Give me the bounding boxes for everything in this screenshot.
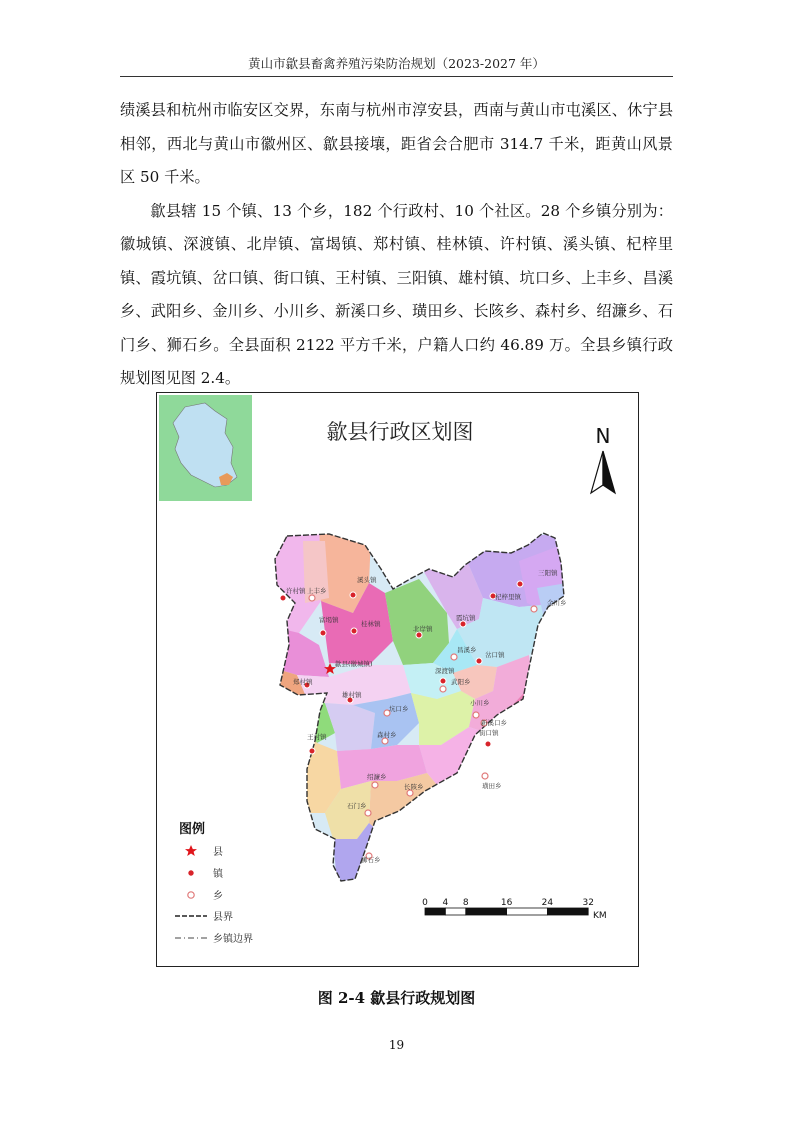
inset-locator-map bbox=[159, 395, 252, 501]
legend-town-icon bbox=[188, 870, 194, 876]
scale-segment bbox=[445, 908, 465, 915]
place-label: 雄村镇 bbox=[342, 691, 362, 699]
legend-town-label: 镇 bbox=[213, 869, 223, 880]
figure-caption: 图 2-4 歙县行政规划图 bbox=[317, 989, 476, 1007]
place-label: 武阳乡 bbox=[451, 678, 471, 686]
place-label: 长陔乡 bbox=[404, 783, 424, 791]
administrative-map bbox=[157, 393, 638, 966]
township-marker bbox=[473, 712, 479, 718]
scale-unit: KM bbox=[593, 911, 607, 921]
paragraph-1: 绩溪县和杭州市临安区交界，东南与杭州市淳安县，西南与黄山市屯溪区、休宁县相邻，西北与黄山市徽州区、歙县接壤，距省会合肥市 314.7 千米，距黄山风景区 50 千米。 bbox=[120, 101, 673, 186]
page-number: 19 bbox=[388, 1038, 405, 1052]
place-label: 新溪口乡 bbox=[481, 719, 507, 727]
administrative-map-figure bbox=[156, 392, 639, 967]
town-marker bbox=[476, 658, 482, 664]
scale-segment bbox=[547, 908, 588, 915]
map-title: 歙县行政区划图 bbox=[326, 420, 474, 444]
legend-county-label: 县 bbox=[213, 847, 223, 858]
page-header: 黄山市歙县畜禽养殖污染防治规划（2023-2027 年） bbox=[120, 54, 673, 77]
place-label: 璜田乡 bbox=[482, 782, 502, 790]
scale-tick-label: 32 bbox=[582, 898, 594, 908]
place-label: 狮石乡 bbox=[361, 856, 381, 864]
scale-tick-label: 0 bbox=[422, 898, 428, 908]
town-marker bbox=[320, 630, 326, 636]
paragraph-2: 歙县辖 15 个镇、13 个乡，182 个行政村、10 个社区。28 个乡镇分别为：徽城镇、深渡镇、北岸镇、富堨镇、郑村镇、桂林镇、许村镇、溪头镇、杞梓里镇、霞坑镇、岔口镇、街口镇、王村镇、三阳镇、雄村镇、坑口乡、上丰乡、昌溪乡、武阳乡、金川乡、小川乡、新溪口乡、璜田乡、长陔乡、森村乡、绍濂乡、石门乡、狮石乡。全县面积 2122 平方千米，户籍人口约 46.89 万。全县乡镇行政规划图见图 2.4。 bbox=[120, 201, 673, 387]
place-label: 街口镇 bbox=[479, 729, 499, 737]
scale-tick-label: 16 bbox=[500, 898, 513, 908]
place-label: 小川乡 bbox=[470, 699, 490, 707]
town-marker bbox=[440, 678, 446, 684]
place-label: 石门乡 bbox=[347, 802, 367, 810]
body-text bbox=[120, 94, 673, 396]
place-label: 许村镇 bbox=[286, 587, 306, 595]
scale-segment bbox=[466, 908, 507, 915]
township-marker bbox=[451, 654, 457, 660]
town-marker bbox=[485, 741, 491, 747]
township-marker bbox=[440, 686, 446, 692]
legend-township-label: 乡 bbox=[213, 891, 223, 902]
place-label: 郑村镇 bbox=[293, 678, 313, 686]
place-label: 北岸镇 bbox=[413, 625, 433, 633]
scale-tick-label: 4 bbox=[442, 898, 449, 908]
place-label: 王村镇 bbox=[307, 733, 327, 741]
place-label: 坑口乡 bbox=[389, 705, 409, 713]
place-label: 森村乡 bbox=[377, 731, 397, 739]
legend-star-icon bbox=[185, 845, 197, 856]
north-label: N bbox=[595, 424, 611, 448]
scale-segment bbox=[425, 908, 445, 915]
township-marker bbox=[372, 782, 378, 788]
legend-township-icon bbox=[188, 892, 194, 898]
township-marker bbox=[309, 595, 315, 601]
legend-title: 图例 bbox=[179, 822, 206, 837]
town-marker bbox=[309, 748, 315, 754]
legend-township-boundary-label: 乡镇边界 bbox=[213, 934, 253, 945]
map-legend bbox=[175, 821, 253, 945]
scale-tick-label: 8 bbox=[462, 898, 469, 908]
place-label: 深渡镇 bbox=[435, 667, 455, 675]
town-marker bbox=[517, 581, 523, 587]
county-regions bbox=[257, 513, 577, 893]
place-label: 溪头镇 bbox=[357, 576, 377, 584]
north-arrow-icon bbox=[591, 424, 615, 493]
place-label: 歙县(徽城镇) bbox=[335, 660, 373, 668]
place-label: 昌溪乡 bbox=[457, 646, 477, 654]
town-marker bbox=[350, 592, 356, 598]
place-label: 富堨镇 bbox=[319, 616, 339, 624]
township-marker bbox=[531, 606, 537, 612]
scale-tick-label: 24 bbox=[541, 898, 554, 908]
township-marker bbox=[482, 773, 488, 779]
township-marker bbox=[365, 810, 371, 816]
place-label: 岔口镇 bbox=[485, 651, 505, 659]
town-marker bbox=[280, 595, 286, 601]
scale-segment bbox=[507, 908, 548, 915]
town-marker bbox=[351, 628, 357, 634]
place-label: 绍濂乡 bbox=[367, 773, 387, 781]
scale-bar bbox=[422, 898, 607, 921]
legend-county-boundary-label: 县界 bbox=[213, 912, 233, 923]
place-label: 桂林镇 bbox=[361, 620, 381, 628]
place-label: 上丰乡 bbox=[307, 587, 327, 595]
place-label: 杞梓里镇 bbox=[495, 593, 521, 601]
place-label: 三阳镇 bbox=[538, 569, 558, 577]
place-label: 金川乡 bbox=[547, 599, 567, 607]
place-label: 霞坑镇 bbox=[456, 614, 476, 622]
